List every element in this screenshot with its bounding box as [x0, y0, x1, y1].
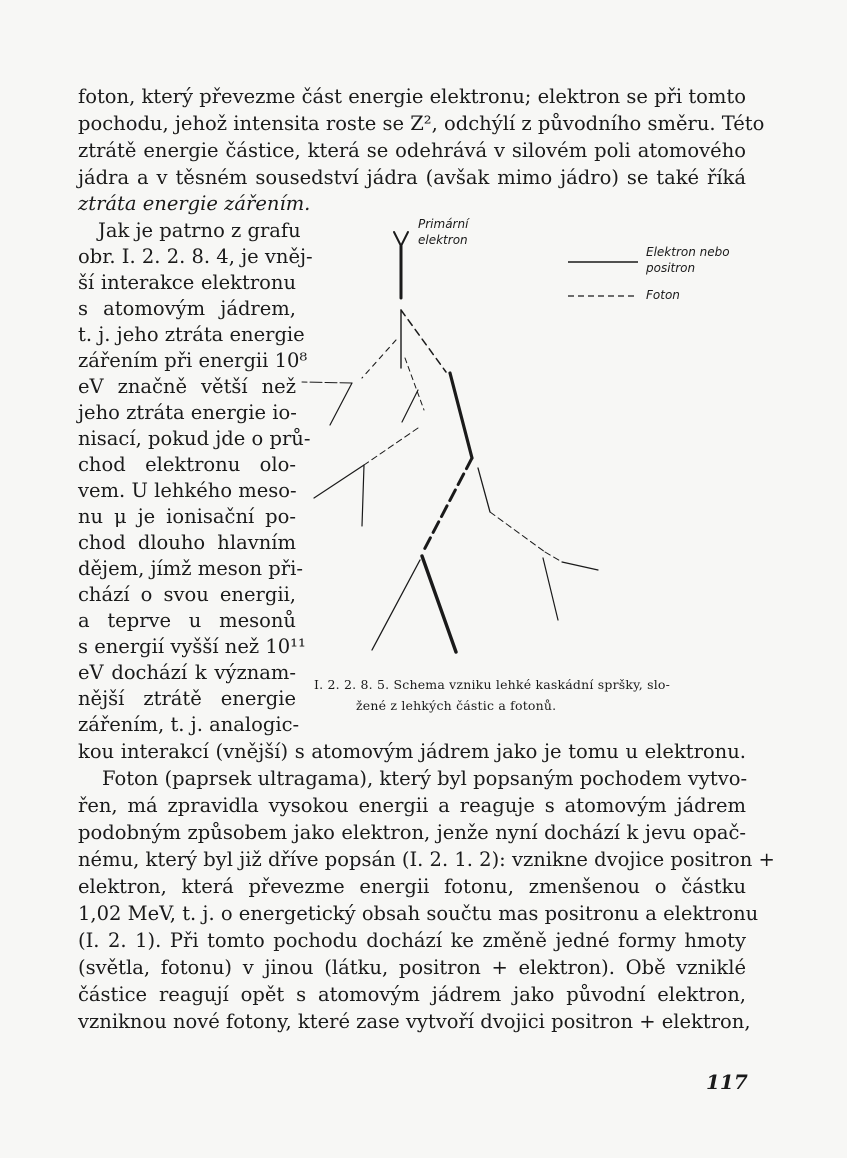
electron-track: [478, 468, 490, 512]
text-line: Foton (paprsek ultragama), který byl popsaným pochodem vytvo-: [102, 767, 748, 790]
primary-arrow: [394, 232, 408, 246]
electron-track: [562, 562, 598, 570]
photon-track: [545, 552, 562, 562]
electron-track: [402, 390, 418, 422]
column-line: Jak je patrno z grafu: [98, 219, 301, 242]
legend-solid-label-line2: positron: [646, 261, 696, 275]
electron-track: [372, 560, 420, 650]
primary-label-line2: elektron: [418, 233, 468, 247]
electron-track: [362, 465, 364, 526]
column-line: t. j. jeho ztráta energie: [78, 323, 305, 346]
figure-caption-line2: žené z lehkých částic a fotonů.: [356, 698, 557, 713]
column-line: obr. I. 2. 2. 8. 4, je vněj-: [78, 245, 313, 268]
column-line: vem. U lehkého meso-: [78, 479, 297, 502]
cascade-shower-diagram: [300, 210, 760, 670]
text-line: (světla, fotonu) v jinou (látku, positron + elektron). Obě vzniklé: [78, 956, 746, 979]
text-line: elektron, která převezme energii fotonu, zmenšenou o částku: [78, 875, 746, 898]
heavy-electron-track: [422, 556, 456, 652]
column-line: nější ztrátě energie: [78, 687, 296, 710]
column-line: s atomovým jádrem,: [78, 297, 296, 320]
electron-track: [543, 558, 558, 620]
text-line: kou interakcí (vnější) s atomovým jádrem jako je tomu u elektronu.: [78, 740, 746, 763]
column-line: a teprve u mesonů: [78, 609, 296, 632]
column-line: jeho ztráta energie io-: [78, 401, 297, 424]
text-line: 1,02 MeV, t. j. o energetický obsah součtu mas positronu a elektronu: [78, 902, 759, 925]
primary-label-line1: Primární: [418, 217, 469, 231]
heavy-electron-track: [450, 373, 472, 458]
text-line: (I. 2. 1). Při tomto pochodu dochází ke změně jedné formy hmoty: [78, 929, 746, 952]
text-line: podobným způsobem jako elektron, jenže nyní dochází k jevu opač-: [78, 821, 746, 844]
column-line: s energií vyšší než 10¹¹: [78, 635, 306, 658]
shower-tracks: [302, 232, 598, 652]
photon-track: [302, 382, 352, 383]
photon-track: [424, 458, 472, 550]
text-line: vzniknou nové fotony, které zase vytvoří dvojici positron + elektron,: [78, 1010, 751, 1033]
text-line: řen, má zpravidla vysokou energii a reaguje s atomovým jádrem: [78, 794, 746, 817]
photon-track: [362, 340, 396, 378]
column-line: dějem, jímž meson při-: [78, 557, 303, 580]
column-line: chází o svou energii,: [78, 583, 296, 606]
text-line: pochodu, jehož intensita roste se Z², odchýlí z původního směru. Této: [78, 112, 765, 135]
photon-track: [490, 512, 545, 552]
photon-track: [405, 358, 424, 410]
column-line: nu μ je ionisační po-: [78, 505, 296, 528]
column-line: nisací, pokud jde o prů-: [78, 427, 311, 450]
text-line: nému, který byl již dříve popsán (I. 2. 1. 2): vznikne dvojice positron +: [78, 848, 775, 871]
column-line: eV dochází k význam-: [78, 661, 296, 684]
text-line: ztrátě energie částice, která se odehrává v silovém poli atomového: [78, 139, 746, 162]
column-line: zářením, t. j. analogic-: [78, 713, 300, 736]
italic-term: ztráta energie zářením.: [78, 192, 311, 215]
column-line: ší interakce elektronu: [78, 271, 296, 294]
text-line: foton, který převezme část energie elektronu; elektron se při tomto: [78, 85, 746, 108]
legend-solid-label-line1: Elektron nebo: [646, 245, 730, 259]
column-line: chod elektronu olo-: [78, 453, 296, 476]
page-number: 117: [706, 1070, 748, 1094]
column-line: eV značně větší než: [78, 375, 296, 398]
electron-track: [330, 383, 352, 425]
electron-track: [314, 465, 364, 498]
photon-track: [401, 310, 446, 372]
text-line: částice reagují opět s atomovým jádrem jako původní elektron,: [78, 983, 746, 1006]
photon-track: [364, 428, 418, 465]
figure-caption-line1: I. 2. 2. 8. 5. Schema vzniku lehké kaskádní spršky, slo-: [314, 677, 671, 692]
legend-dashed-label: Foton: [646, 288, 680, 302]
column-line: zářením při energii 10⁸: [78, 349, 308, 372]
column-line: chod dlouho hlavním: [78, 531, 296, 554]
text-line: jádra a v těsném sousedství jádra (avšak mimo jádro) se také říká: [78, 166, 746, 189]
